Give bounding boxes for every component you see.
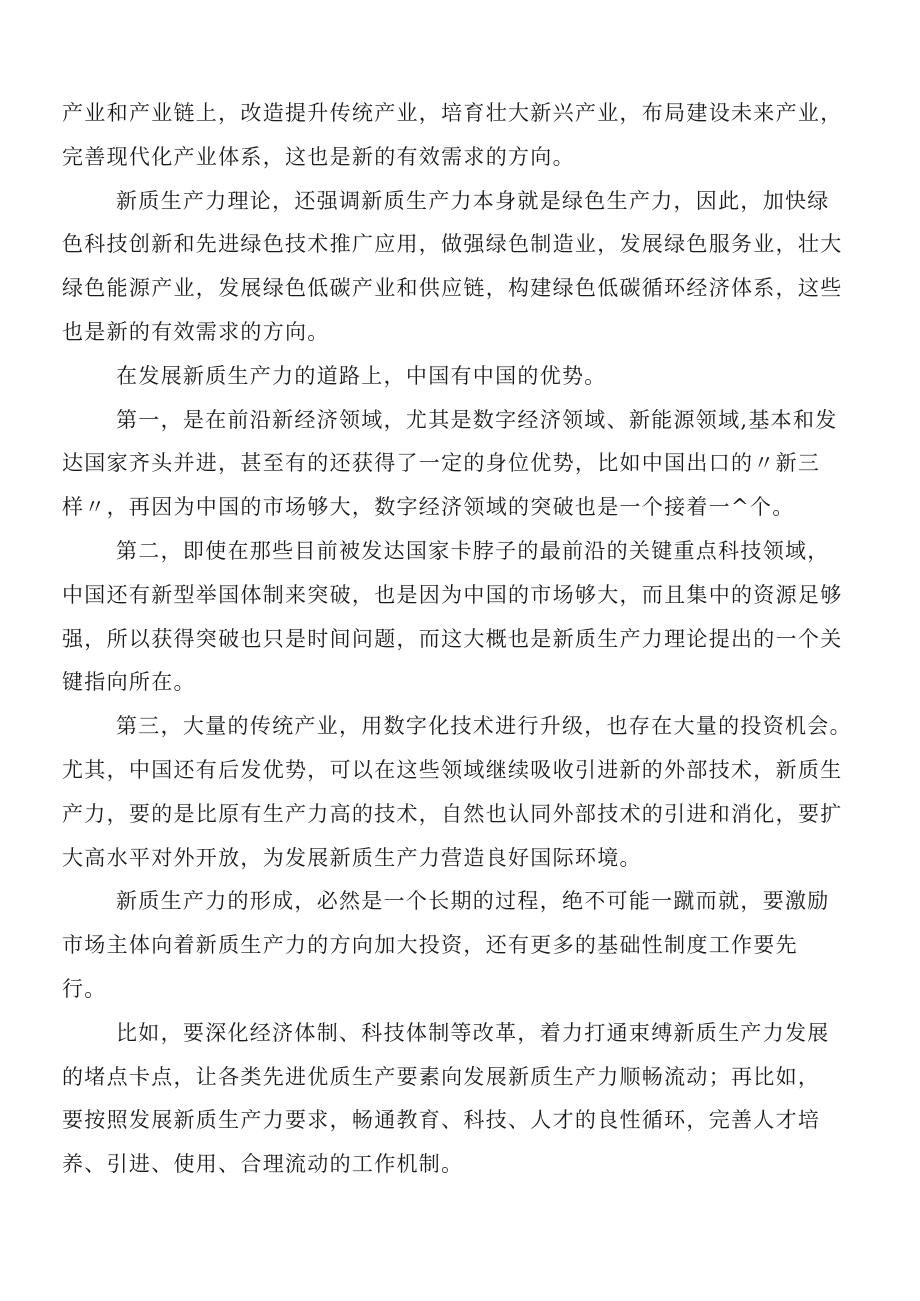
text-line: 完善现代化产业体系，这也是新的有效需求的方向。 (62, 144, 575, 169)
text-line: 中国还有新型举国体制来突破，也是因为中国的市场够大，而且集中的资源足够 (62, 582, 843, 607)
text-line: 第二，即使在那些目前被发达国家卡脖子的最前沿的关键重点科技领域， (116, 538, 830, 563)
text-line: 绿色能源产业，发展绿色低碳产业和供应链，构建绿色低碳循环经济体系，这些 (62, 276, 843, 301)
text-line: 的堵点卡点，让各类先进优质生产要素向发展新质生产力顺畅流动；再比如， (62, 1064, 821, 1089)
text-line: 色科技创新和先进绿色技术推广应用，做强绿色制造业，发展绿色服务业，壮大 (62, 232, 843, 257)
text-line: 养、引进、使用、合理流动的工作机制。 (62, 1152, 464, 1177)
text-line: 要按照发展新质生产力要求，畅通教育、科技、人才的良性循环，完善人才培 (62, 1108, 821, 1133)
text-line: 比如，要深化经济体制、科技体制等改革，着力打通束缚新质生产力发展 (116, 1020, 830, 1045)
text-line: 市场主体向着新质生产力的方向加大投资，还有更多的基础性制度工作要先 (62, 933, 798, 958)
text-line: 第一，是在前沿新经济领域，尤其是数字经济领域、新能源领域,基本和发 (116, 407, 838, 432)
text-line: 第三，大量的传统产业，用数字化技术进行升级，也存在大量的投资机会。 (116, 714, 852, 739)
text-line: 产力，要的是比原有生产力高的技术，自然也认同外部技术的引进和消化，要扩 (62, 801, 843, 826)
text-line: 新质生产力理论，还强调新质生产力本身就是绿色生产力，因此，加快绿 (116, 188, 830, 213)
text-line: 行。 (62, 976, 107, 1001)
text-line: 样〃，再因为中国的市场够大，数字经济领域的突破也是一个接着一^个。 (62, 495, 795, 520)
body-text (62, 92, 866, 1187)
text-line: 达国家齐头并进，甚至有的还获得了一定的身位优势，比如中国出口的〃新三 (62, 451, 821, 476)
text-line: 大高水平对外开放，为发展新质生产力营造良好国际环境。 (62, 845, 642, 870)
text-line: 新质生产力的形成，必然是一个长期的过程，绝不可能一蹴而就，要激励 (116, 889, 830, 914)
text-line: 也是新的有效需求的方向。 (62, 319, 330, 344)
text-line: 键指向所在。 (62, 670, 196, 695)
text-line: 尤其，中国还有后发优势，可以在这些领域继续吸收引进新的外部技术，新质生 (62, 757, 843, 782)
text-line: 强，所以获得突破也只是时间问题，而这大概也是新质生产力理论提出的一个关 (62, 626, 843, 651)
text-line: 产业和产业链上，改造提升传统产业，培育壮大新兴产业，布局建设未来产业， (62, 101, 843, 125)
text-line: 在发展新质生产力的道路上，中国有中国的优势。 (116, 363, 607, 388)
